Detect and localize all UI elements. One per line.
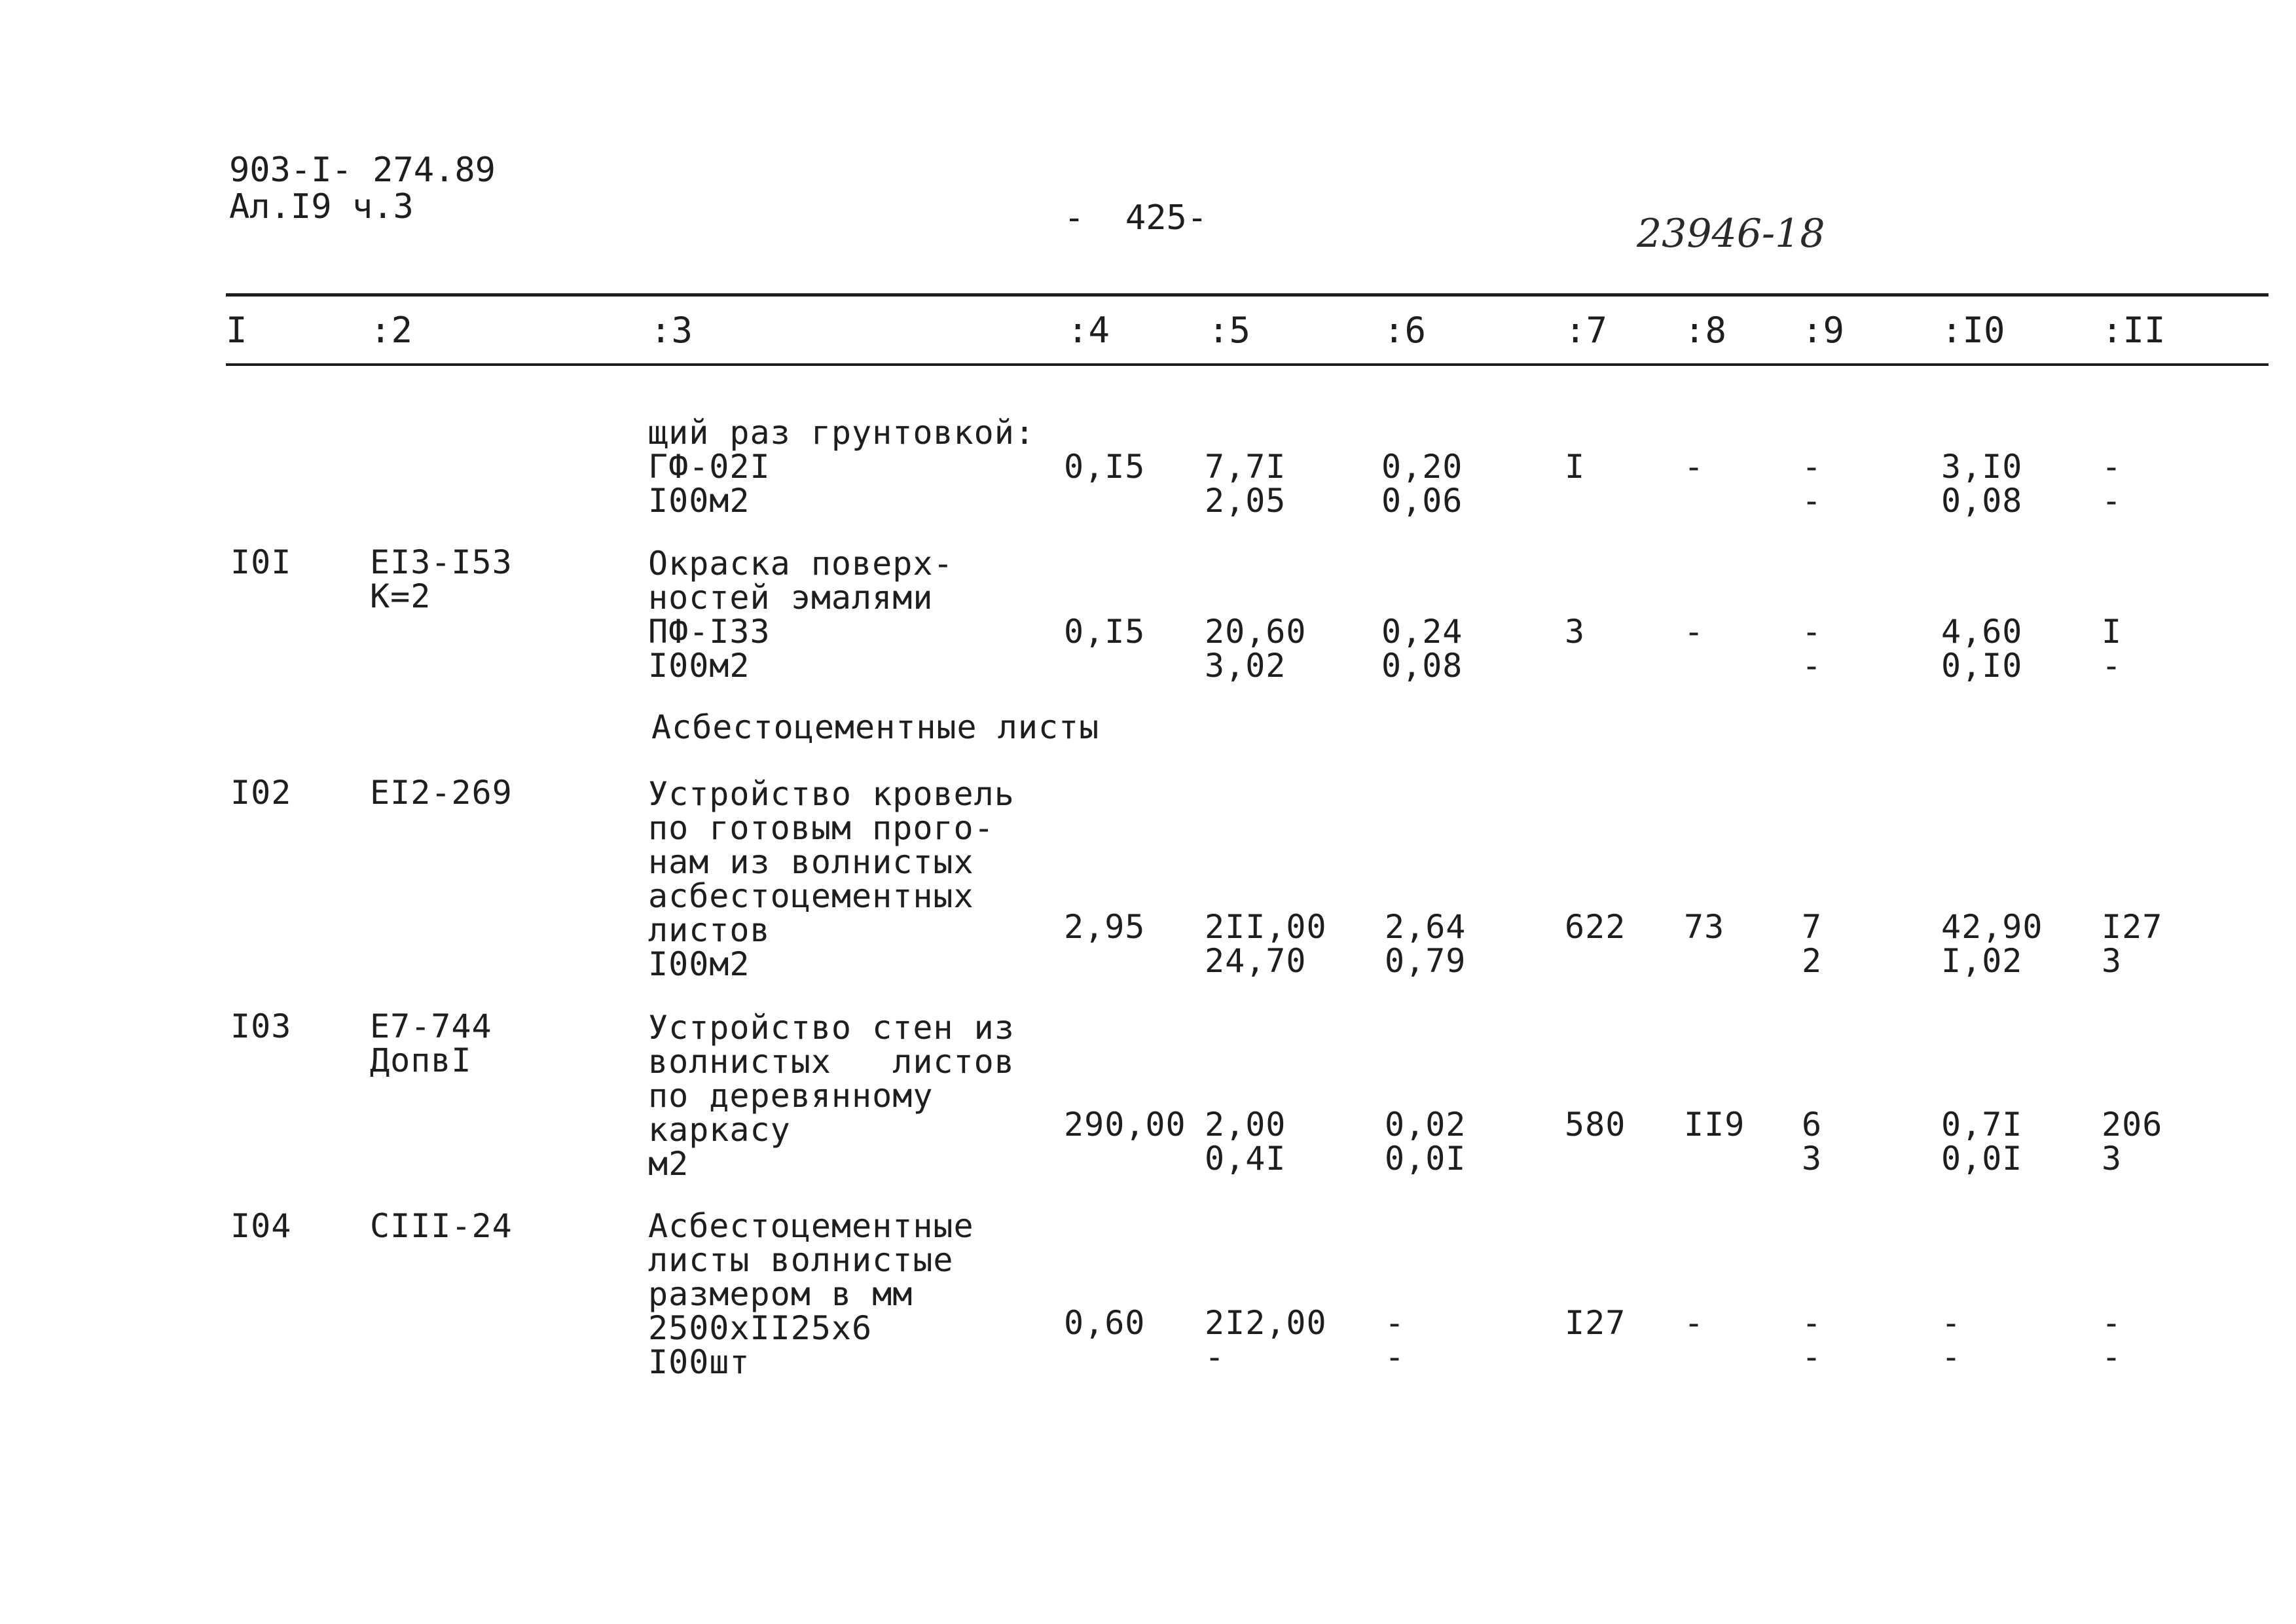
row-col-8: 73 — [1684, 908, 1725, 946]
row-col-6: - - — [1385, 1304, 1406, 1376]
row-code: E7-744 ДопвI — [370, 1007, 492, 1079]
row-col-4: 0,I5 — [1064, 448, 1146, 486]
stamp-number: 23946-18 — [1637, 211, 1825, 257]
column-header-3: :3 — [650, 310, 693, 351]
row-code: EI3-I53 К=2 — [370, 543, 513, 615]
row-code: CIII-24 — [370, 1207, 513, 1245]
row-col-9: - - — [1802, 613, 1823, 685]
row-col-9: - - — [1802, 448, 1823, 520]
row-col-5: 7,7I 2,05 — [1205, 448, 1286, 520]
row-col-5: 2,00 0,4I — [1205, 1106, 1286, 1178]
row-col-7: 580 — [1565, 1106, 1626, 1144]
row-col-5: 2I2,00 - — [1205, 1304, 1327, 1376]
row-col-10: 0,7I 0,0I — [1941, 1106, 2023, 1178]
row-col-11: - - — [2102, 448, 2123, 520]
row-col-4: 0,I5 — [1064, 613, 1146, 651]
document-code: 903-I- 274.89 — [229, 151, 496, 190]
row-number: I0I — [230, 543, 292, 581]
row-col-9: - - — [1802, 1304, 1823, 1376]
row-col-8: - — [1684, 613, 1705, 651]
row-col-9: 6 3 — [1802, 1106, 1823, 1178]
row-col-4: 0,60 — [1064, 1304, 1146, 1342]
row-description: Окраска поверх- ностей эмалями ПФ-I33 I00м2 — [648, 545, 954, 685]
row-col-7: I27 — [1565, 1304, 1626, 1342]
row-col-10: 3,I0 0,08 — [1941, 448, 2023, 520]
column-header-9: :9 — [1802, 310, 1845, 351]
row-col-6: 0,24 0,08 — [1381, 613, 1463, 685]
row-col-7: 3 — [1565, 613, 1586, 651]
table-header-rule — [226, 363, 2269, 366]
column-header-10: :I0 — [1941, 310, 2005, 351]
row-col-11: I - — [2102, 613, 2123, 685]
row-code: EI2-269 — [370, 774, 513, 812]
row-col-6: 0,02 0,0I — [1385, 1106, 1467, 1178]
column-header-7: :7 — [1565, 310, 1608, 351]
album-reference: Ал.I9 ч.3 — [229, 187, 414, 226]
row-col-7: I — [1565, 448, 1586, 486]
row-col-10: 4,60 0,I0 — [1941, 613, 2023, 685]
row-description: щий раз грунтовкой: ГФ-02I I00м2 — [648, 414, 1035, 520]
column-header-2: :2 — [370, 310, 413, 351]
row-col-8: - — [1684, 448, 1705, 486]
row-col-10: - - — [1941, 1304, 1962, 1376]
row-col-5: 20,60 3,02 — [1205, 613, 1307, 685]
column-header-6: :6 — [1383, 310, 1427, 351]
page-number: - 425- — [1064, 198, 1208, 238]
row-description: Устройство стен из волнистых листов по деревянному каркасу м2 — [648, 1009, 1015, 1183]
column-header-4: :4 — [1067, 310, 1110, 351]
column-header-11: :II — [2102, 310, 2166, 351]
row-col-11: - - — [2102, 1304, 2123, 1376]
row-number: I02 — [230, 774, 292, 812]
row-col-7: 622 — [1565, 908, 1626, 946]
section-heading: Асбестоцементные листы — [651, 708, 1100, 746]
row-number: I03 — [230, 1007, 292, 1045]
row-description: Асбестоцементные листы волнистые размером в мм 2500хII25х6 I00шт — [648, 1207, 974, 1381]
table-top-rule — [226, 293, 2269, 297]
row-col-4: 290,00 — [1064, 1106, 1186, 1144]
row-col-6: 2,64 0,79 — [1385, 908, 1467, 980]
row-col-8: - — [1684, 1304, 1705, 1342]
row-number: I04 — [230, 1207, 292, 1245]
column-header-8: :8 — [1684, 310, 1727, 351]
row-col-11: 206 3 — [2102, 1106, 2163, 1178]
row-col-8: II9 — [1684, 1106, 1745, 1144]
column-header-1: I — [226, 310, 247, 351]
row-col-6: 0,20 0,06 — [1381, 448, 1463, 520]
row-col-4: 2,95 — [1064, 908, 1146, 946]
row-col-11: I27 3 — [2102, 908, 2163, 980]
column-header-5: :5 — [1208, 310, 1251, 351]
row-col-9: 7 2 — [1802, 908, 1823, 980]
row-col-5: 2II,00 24,70 — [1205, 908, 1327, 980]
row-description: Устройство кровель по готовым прого- нам из волнистых асбестоцементных листов I00м2 — [648, 775, 1015, 983]
row-col-10: 42,90 I,02 — [1941, 908, 2043, 980]
